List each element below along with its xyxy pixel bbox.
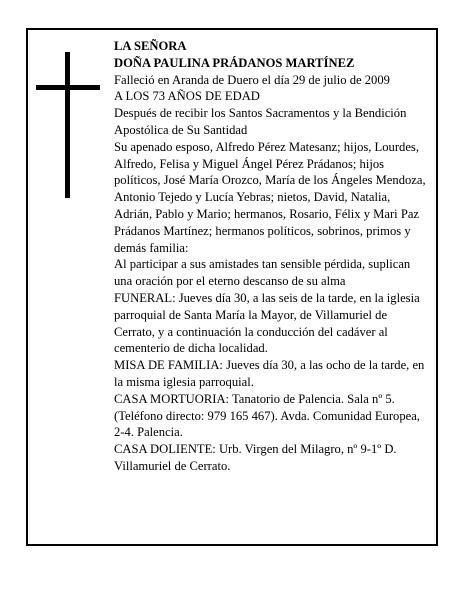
death-info: Falleció en Aranda de Duero el día 29 de julio de 2009 (114, 72, 390, 87)
funeral-home-info: CASA MORTUORIA: Tanatorio de Palencia. Sala nº 5. (Teléfono directo: 979 165 467). Avda. Comunidad Europea, 2-4. Palencia. (114, 391, 420, 440)
cross-icon (36, 52, 100, 198)
cross-horizontal-bar (36, 85, 100, 90)
prayer-request: Al participar a sus amistades tan sensible pérdida, suplican una oración por el eterno descanso de su alma (114, 257, 411, 289)
deceased-name: DOÑA PAULINA PRÁDANOS MARTÍNEZ (114, 55, 355, 70)
mourning-house-info: CASA DOLIENTE: Urb. Virgen del Milagro, nº 9-1º D. Villamuriel de Cerrato. (114, 442, 397, 473)
sacraments-text: Después de recibir los Santos Sacramentos y la Bendición Apostólica de Su Santidad (114, 106, 407, 137)
funeral-info: FUNERAL: Jueves día 30, a las seis de la tarde, en la iglesia parroquial de Santa María la Mayor, de Villamuriel de Cerrato, y a continuación la conducción del cadáver al cementerio de dicha localidad. (114, 290, 420, 356)
age-info: A LOS 73 AÑOS DE EDAD (114, 89, 260, 104)
family-mass-info: MISA DE FAMILIA: Jueves día 30, a las ocho de la tarde, en la misma iglesia parroquial. (114, 358, 425, 389)
family-list: Su apenado esposo, Alfredo Pérez Matesanz; hijos, Lourdes, Alfredo, Felisa y Miguel Ángel Pérez Prádanos; hijos políticos, José María Orozco, María de los Ángeles Mendoza, Antonio Tejedo y Lucía Yebras; nietos, David, Natalia, Adrián, Pablo y Mario; hermanos, Rosario, Félix y Mari Paz Prádanos Martínez; hermanos políticos, sobrinos, primos y demás familia: (114, 139, 426, 255)
notice-title: LA SEÑORA (114, 39, 187, 53)
obituary-text (114, 38, 428, 475)
cross-vertical-bar (65, 52, 70, 198)
